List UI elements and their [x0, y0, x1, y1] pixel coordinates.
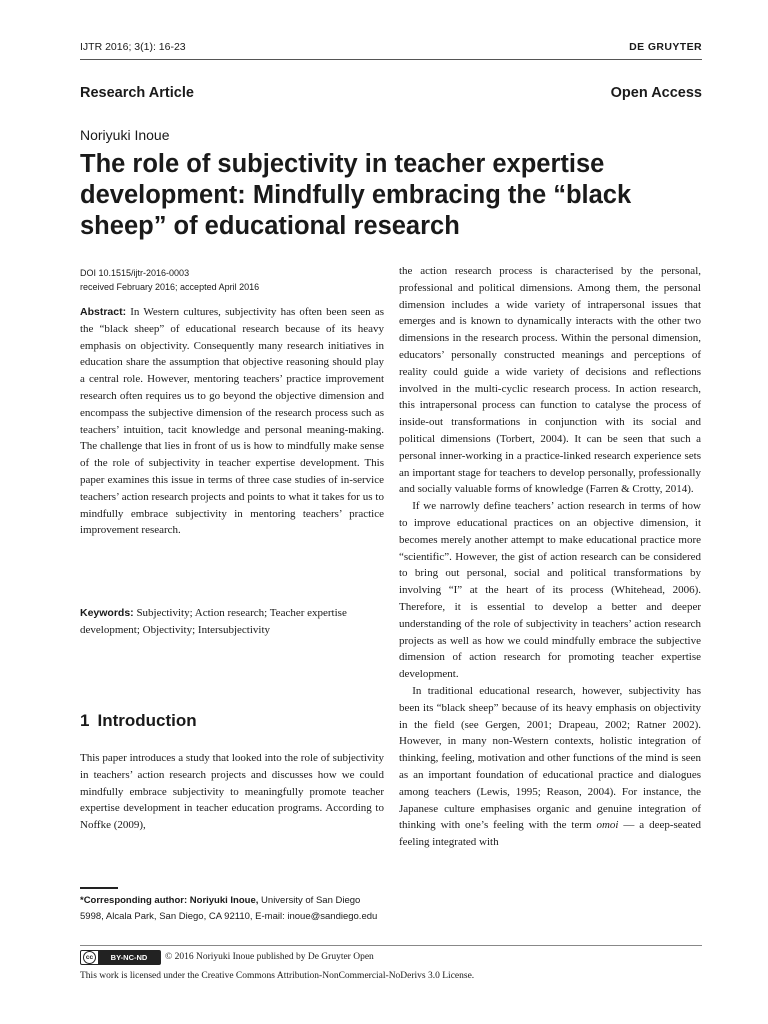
cc-icon: cc — [83, 951, 96, 964]
keywords-label: Keywords: — [80, 607, 134, 619]
publisher-name: DE GRUYTER — [629, 41, 702, 53]
creative-commons-badge[interactable] — [80, 950, 161, 965]
paragraph-3-end: — a deep-seated feeling integrated with — [399, 819, 701, 849]
footnote-divider — [80, 887, 118, 889]
section-number: 1 — [80, 711, 90, 730]
license-statement: This work is licensed under the Creative Commons Attribution-NonCommercial-NoDerivs 3.0 License. — [80, 971, 475, 981]
abstract-text: In Western cultures, subjectivity has often been seen as the “black sheep” of educational research because of its heavy emphasis on objectivity. Consequently many research initiatives in education share the assumption that objective reasoning should play a central role. However, mentoring teachers’ practice improvement research often requires us to go beyond the objective dimension and encompass the subjective dimension of the research process such as teachers’ intuition, tacit knowledge and personal meaning-making. The challenge that lies in front of us is how to mindfully make sense of the role of subjectivity in teacher expertise development. This paper examines this issue in terms of three case studies of in-service teachers’ action research projects and points to what it takes for us to mindfully embrace subjectivity in mentoring teachers’ practice improvement research. — [80, 306, 384, 537]
abstract-section — [80, 304, 384, 539]
introduction-paragraph: This paper introduces a study that looked into the role of subjectivity in teachers’ action research projects and discusses how we could mindfully embrace subjectivity to meaningfully promote teacher expertise development in teacher education programs. According to Noffke (2009), — [80, 752, 384, 832]
abstract-label: Abstract: — [80, 306, 127, 318]
abstract-paragraph — [80, 304, 384, 539]
omoi-term: omoi — [596, 819, 619, 832]
corresponding-author-footnote — [80, 893, 384, 924]
paragraph-3-start: In traditional educational research, however, subjectivity has been its “black sheep” because of its heavy emphasis on objectivity in the field (see Gergen, 2001; Drapeau, 2002; Ratner 2002). However, in many non-Western contexts, holistic integration of thinking, feeling, motivation and other functions of the mind is seen as an important foundation of educational practice and dialogues among teachers (Lewis, 1995; Reason, 2004). For instance, the Japanese culture emphasises organic and genuine integration of thinking with one’s feeling with the term — [399, 684, 701, 832]
footnote-text: University of San Diego 5998, Alcala Park, San Diego, CA 92110, E-mail: inoue@sandiego.edu — [80, 895, 378, 922]
section-title: Introduction — [97, 711, 197, 730]
cc-badge-label: BY-NC-ND — [98, 951, 160, 964]
open-access-label: Open Access — [610, 85, 702, 101]
right-column — [399, 263, 701, 851]
journal-reference: IJTR 2016; 3(1): 16-23 — [80, 41, 186, 53]
body-paragraph-1: the action research process is characterised by the personal, professional and political dimensions. Among them, the personal dimension includes a wide variety of intrapersonal issues that emerges and is known to dynamically interacts with the other two dimensions in the research process. Within the personal dimension, educators’ personally constructed meanings and perceptions of reality could guide a wide variety of decisions and reflections involved in the multi-cyclic research process. In action research, this intrapersonal process can function to catalyse the process of inside-out transformations in conjunction with its social and political dimensions (Torbert, 2004). It can be seen that such a personal inner-working in a practice-linked research experience sets an important stage for teachers to develop personally, professionally and socially valuable forms of knowledge (Farren & Crotty, 2014). — [399, 265, 701, 496]
doi[interactable]: DOI 10.1515/ijtr-2016-0003 — [80, 268, 190, 278]
copyright-notice: © 2016 Noriyuki Inoue published by De Gruyter Open — [165, 952, 374, 962]
received-accepted-dates: received February 2016; accepted April 2016 — [80, 282, 260, 292]
keywords-text: Subjectivity; Action research; Teacher expertise development; Objectivity; Intersubjectivity — [80, 607, 347, 636]
keywords-paragraph — [80, 605, 384, 639]
article-title: The role of subjectivity in teacher expertise development: Mindfully embracing the “black sheep” of educational research — [80, 150, 632, 240]
introduction-section — [80, 750, 384, 834]
introduction-heading — [80, 711, 197, 731]
footnote-label: *Corresponding author: Noriyuki Inoue, — [80, 895, 259, 906]
keywords-section — [80, 605, 384, 639]
header-divider — [80, 59, 702, 60]
author-name: Noriyuki Inoue — [80, 127, 170, 143]
body-paragraph-3 — [399, 683, 701, 851]
article-type: Research Article — [80, 85, 194, 101]
body-paragraph-2: If we narrowly define teachers’ action research in terms of how to improve educational practices on an objective dimension, it becomes merely another attempt to make educational practice more “scientific”. However, the gist of action research can be considered to bring out personal, social and political transformations by involving “I” at the heart of its process (Whitehead, 2006). Therefore, it is essential to develop a better and deeper understanding of the role of subjectivity in teachers’ action research projects as well as how we could mindfully embrace the subjective dimension of action research for promoting teacher expertise development. — [399, 500, 701, 681]
license-divider — [80, 945, 702, 946]
article-metadata — [80, 266, 259, 294]
